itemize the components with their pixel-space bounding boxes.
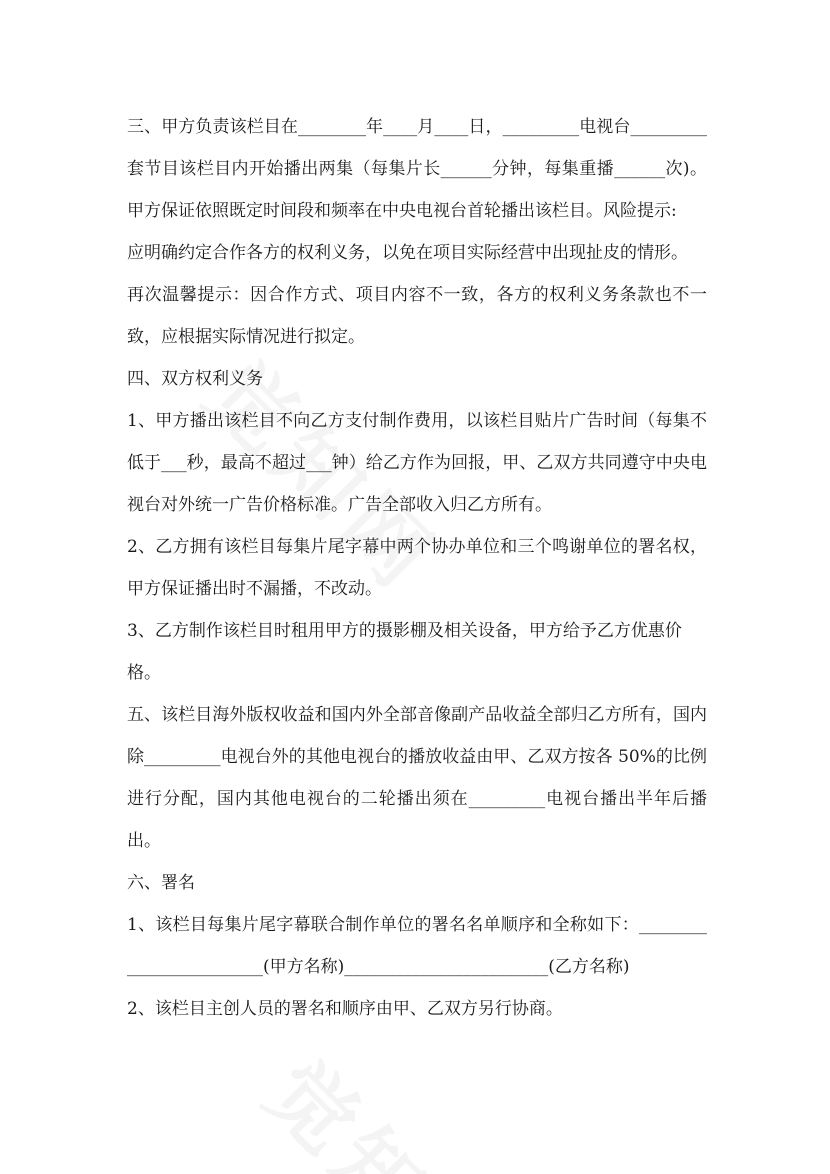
clause-6-1: 1、该栏目每集片尾字幕联合制作单位的署名名单顺序和全称如下：________________________(甲方名称)________________________(乙方名称)	[127, 915, 707, 977]
reminder-tip: 再次温馨提示：因合作方式、项目内容不一致，各方的权利义务条款也不一致，应根据实际情况进行拟定。	[127, 285, 707, 347]
document-body	[127, 106, 707, 1030]
clause-4-1: 1、甲方播出该栏目不向乙方支付制作费用，以该栏目贴片广告时间（每集不低于___秒，最高不超过___钟）给乙方作为回报，甲、乙双方共同遵守中央电视台对外统一广告价格标准。广告全部收入归乙方所有。	[127, 411, 707, 515]
watermark-bottom	[244, 1030, 529, 1174]
risk-tip: 应明确约定合作各方的权利义务，以免在项目实际经营中出现扯皮的情形。	[127, 243, 688, 263]
section-6-heading: 六、署名	[127, 873, 195, 893]
section-4-heading: 四、双方权利义务	[127, 369, 263, 389]
clause-5-revenue: 五、该栏目海外版权收益和国内外全部音像副产品收益全部归乙方所有，国内除_________电视台外的其他电视台的播放收益由甲、乙双方按各 50%的比例进行分配，国内其他电视台的二轮播出须在_________电视台播出半年后播出。	[127, 705, 707, 851]
clause-4-3: 3、乙方制作该栏目时租用甲方的摄影棚及相关设备，甲方给予乙方优惠价格。	[127, 621, 682, 683]
clause-6-2: 2、该栏目主创人员的署名和顺序由甲、乙双方另行协商。	[127, 999, 563, 1019]
clause-3-broadcast: 三、甲方负责该栏目在________年____月____日，_________电视台_________套节目该栏目内开始播出两集（每集片长______分钟，每集重播______次)。甲方保证依照既定时间段和频率在中央电视台首轮播出该栏目。风险提示:	[127, 117, 707, 221]
clause-4-2: 2、乙方拥有该栏目每集片尾字幕中两个协办单位和三个鸣谢单位的署名权，甲方保证播出时不漏播，不改动。	[127, 537, 707, 599]
